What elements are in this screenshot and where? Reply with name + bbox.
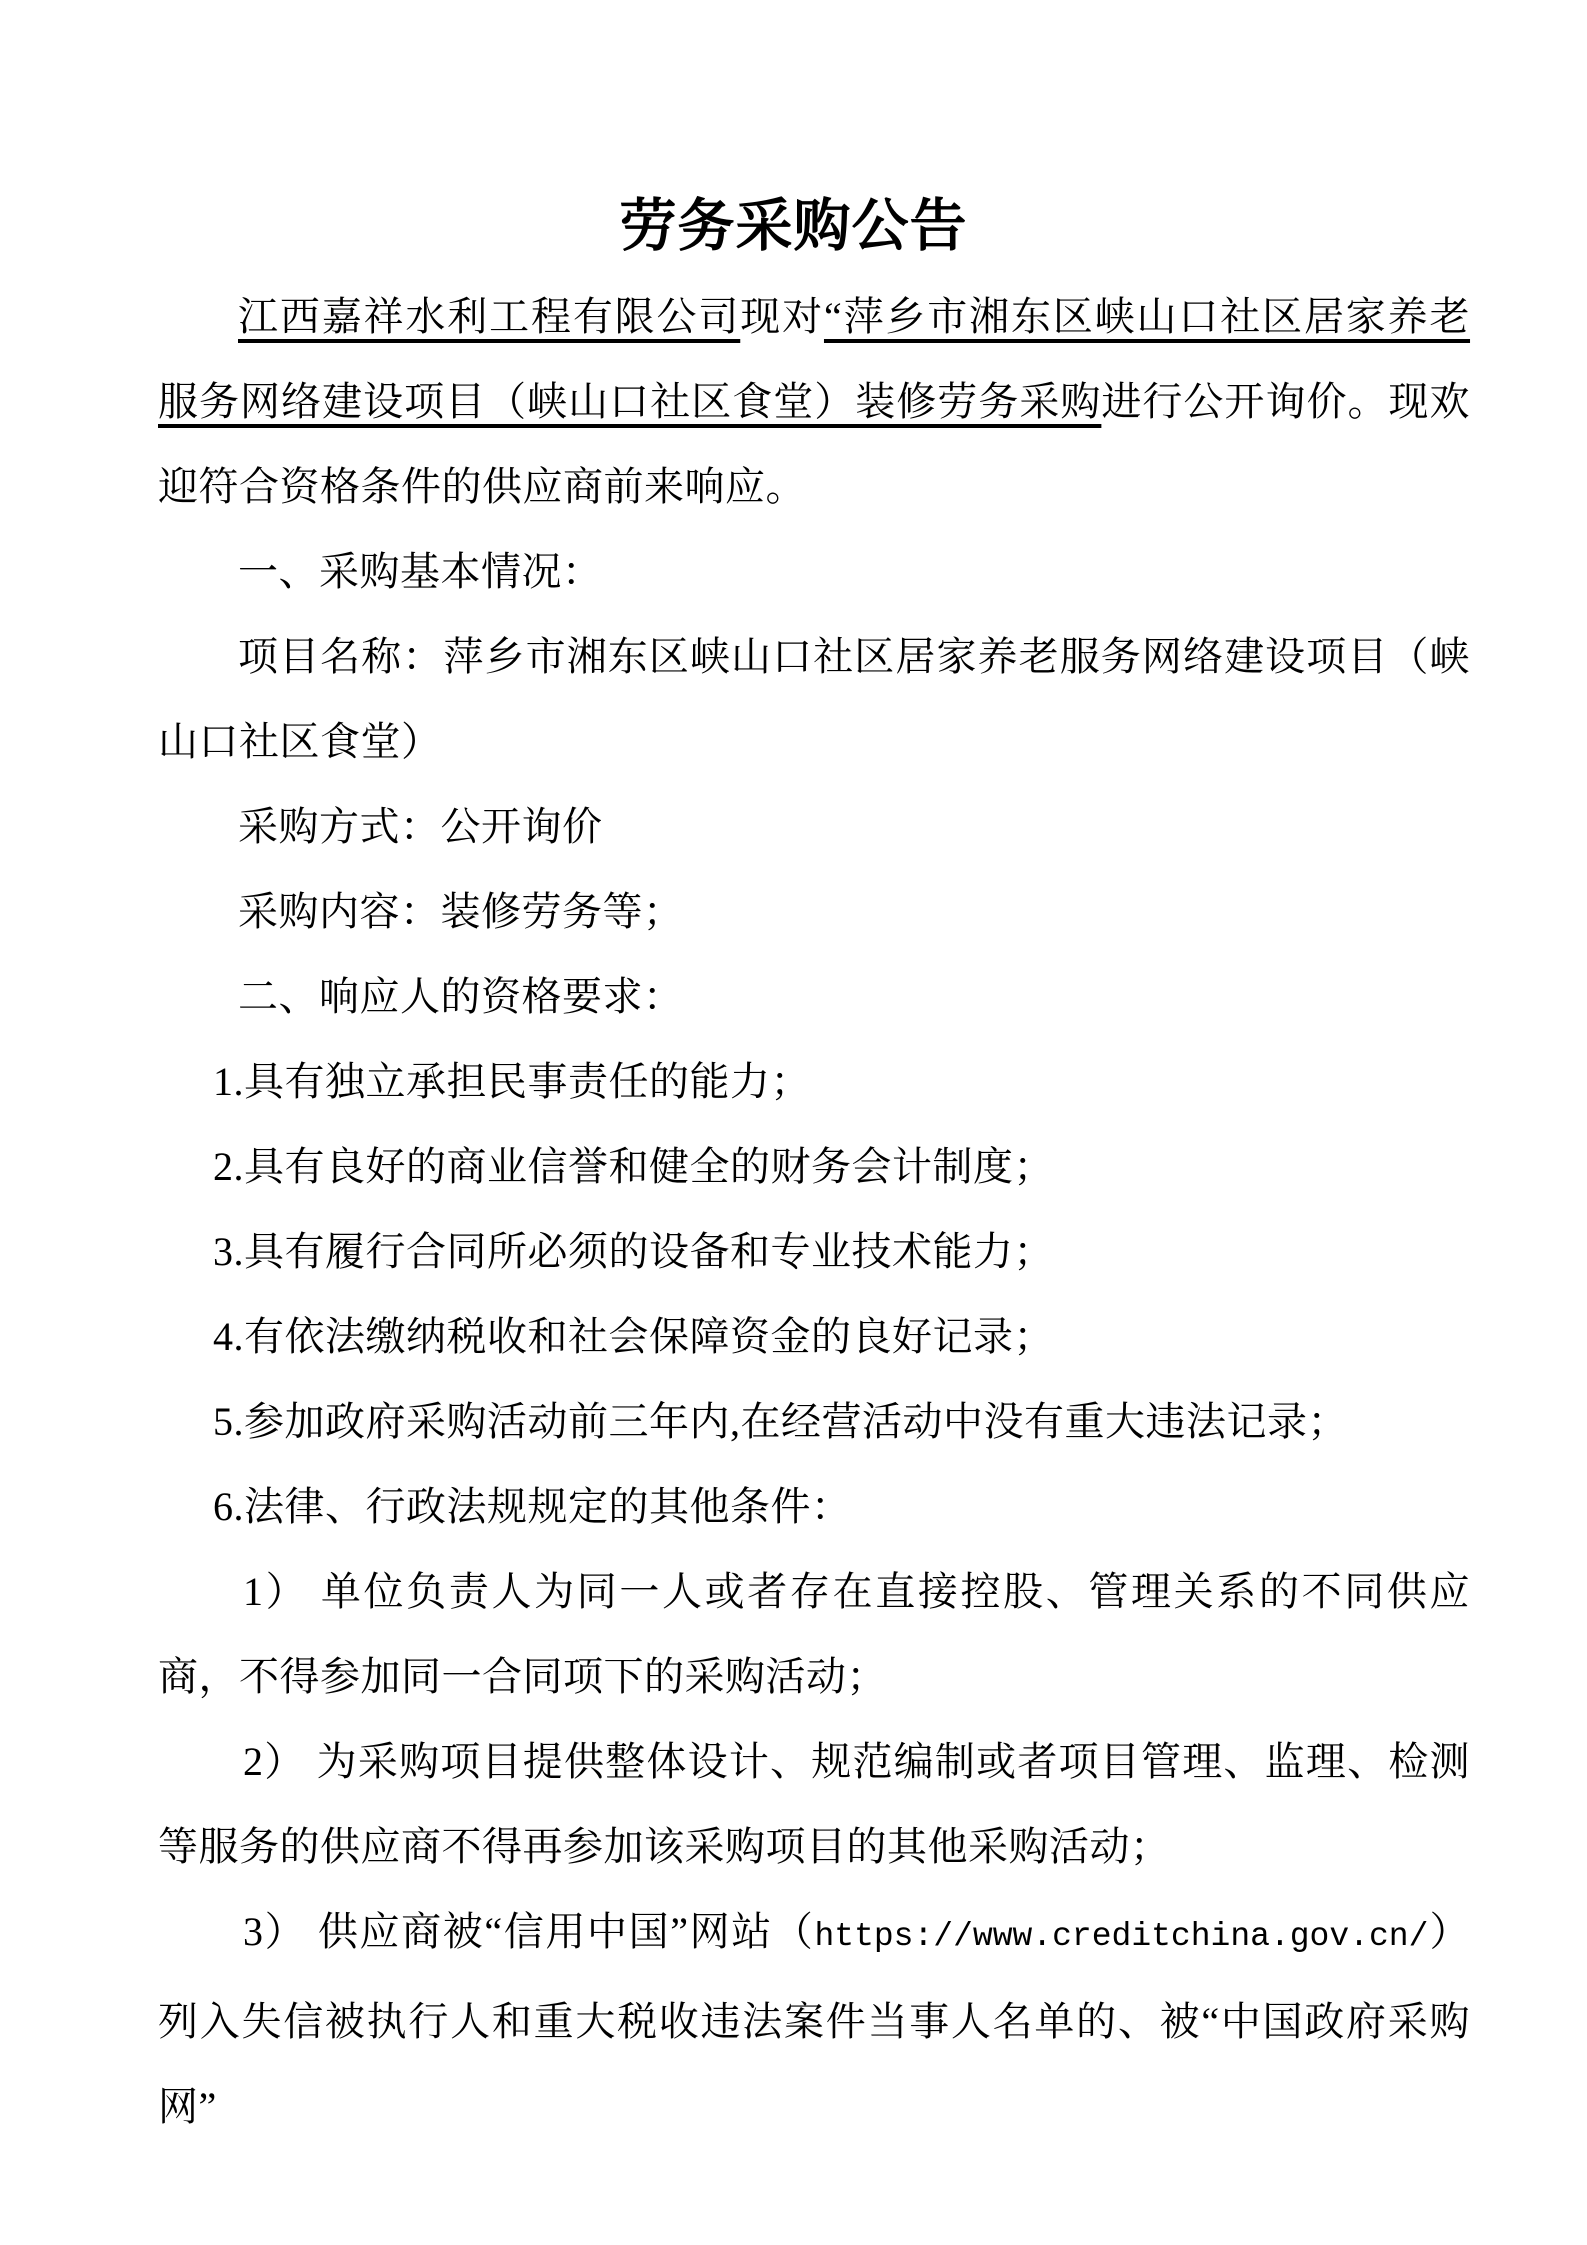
other-condition-2: 2） 为采购项目提供整体设计、规范编制或者项目管理、监理、检测等服务的供应商不得再参加该采购项目的其他采购活动；: [158, 1739, 1470, 1869]
intro-rest-text: 进行公开询价。现欢迎符合资格条件的供应商前来响应。: [158, 379, 1471, 509]
other-condition-3: [158, 1889, 1470, 2149]
buyer-company-name: 江西嘉祥水利工程有限公司: [238, 294, 741, 339]
procurement-content-line: 采购内容：装修劳务等；: [238, 889, 684, 934]
page-title: 劳务采购公告: [619, 195, 968, 258]
section-2-heading: 二、响应人的资格要求：: [238, 974, 684, 1019]
intro-connector-text: 现对: [740, 294, 824, 339]
project-title-underlined: “萍乡市湘东区峡山口社区居家养老服务网络建设项目（峡山口社区食堂）装修劳务采购: [158, 294, 1471, 424]
qualification-item-2: 2.具有良好的商业信誉和健全的财务会计制度；: [213, 1144, 1054, 1189]
procurement-method-line: 采购方式：公开询价: [238, 804, 603, 849]
qualification-item-4: 4.有依法缴纳税收和社会保障资金的良好记录；: [213, 1314, 1054, 1359]
intro-paragraph: [158, 274, 1470, 529]
qualification-item-5: 5.参加政府采购活动前三年内,在经营活动中没有重大违法记录；: [213, 1399, 1348, 1444]
qualification-item-1: 1.具有独立承担民事责任的能力；: [213, 1059, 811, 1104]
qualification-item-6: 6.法律、行政法规规定的其他条件：: [213, 1484, 852, 1529]
qualification-item-3: 3.具有履行合同所必须的设备和专业技术能力；: [213, 1229, 1054, 1274]
credit-china-url: https://www.creditchina.gov.cn/: [814, 1918, 1429, 1955]
credit-china-post-text: ）列入失信被执行人和重大税收违法案件当事人名单的、被“中国政府采购网”: [158, 1909, 1470, 2129]
credit-china-pre-text: 3） 供应商被“信用中国”网站（: [243, 1909, 815, 1954]
other-condition-1: 1） 单位负责人为同一人或者存在直接控股、管理关系的不同供应商，不得参加同一合同项下的采购活动；: [158, 1569, 1470, 1699]
document-body: [0, 274, 1587, 2149]
section-1-heading: 一、采购基本情况：: [238, 549, 603, 594]
project-name-line: 项目名称：萍乡市湘东区峡山口社区居家养老服务网络建设项目（峡山口社区食堂）: [158, 634, 1470, 764]
